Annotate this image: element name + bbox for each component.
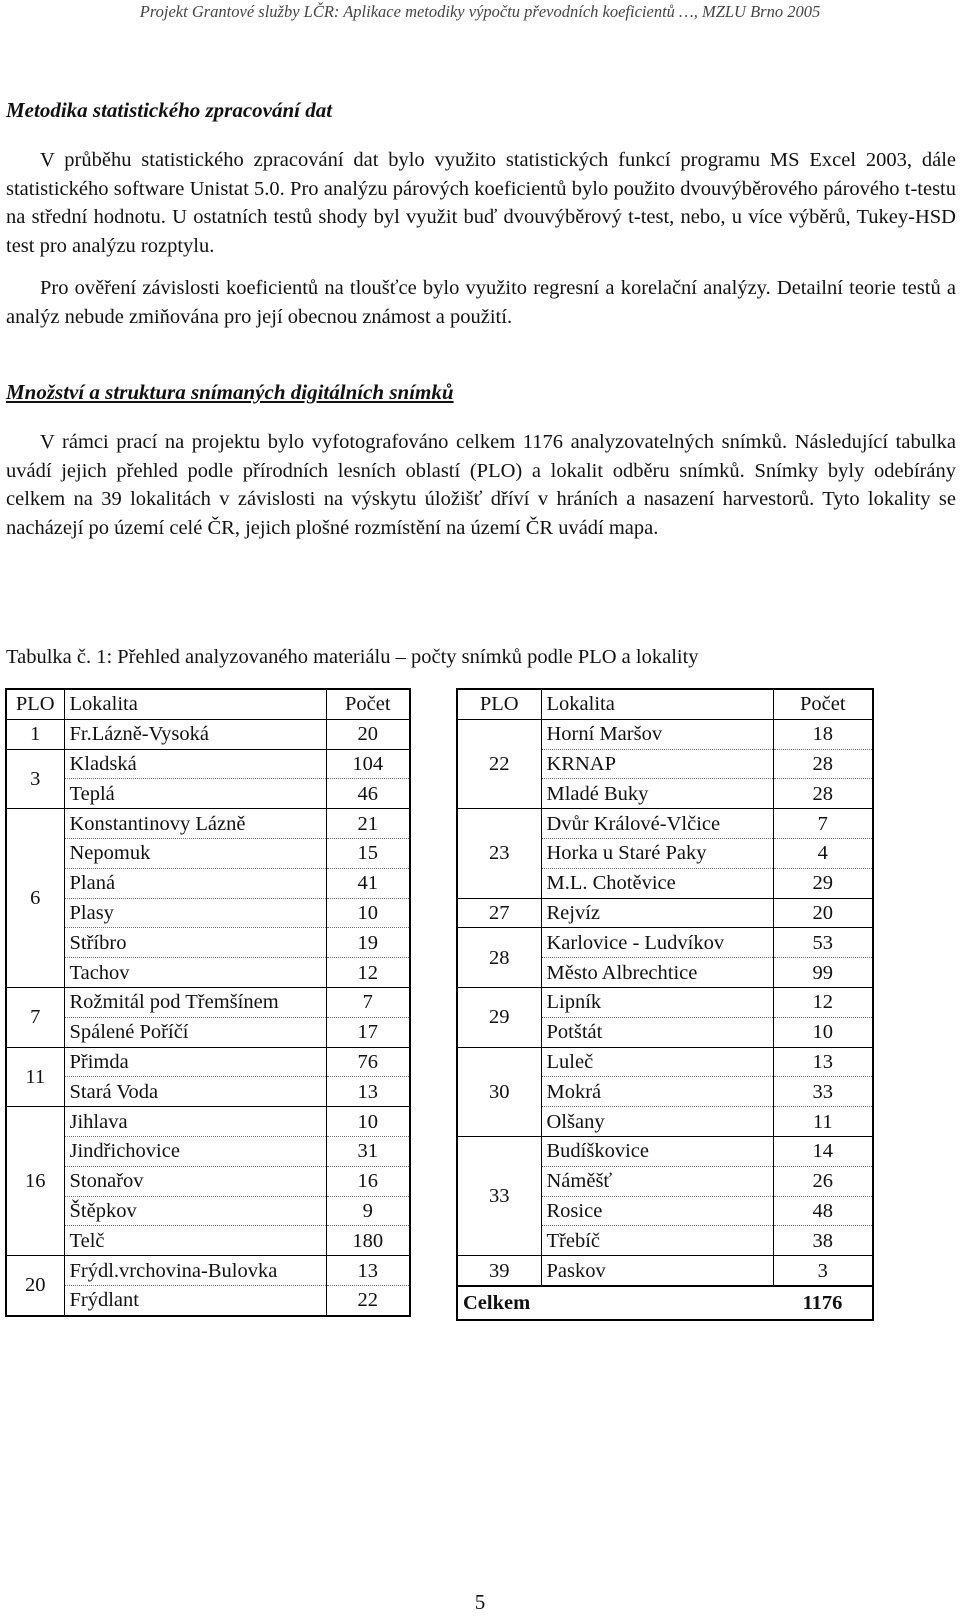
paragraph-text: Pro ověření závislosti koeficientů na tloušťce bylo využito regresní a korelační analýzy. Detailní teorie testů a analýz nebude zmiňována pro její obecnou známost a použití. bbox=[6, 277, 956, 328]
table-row bbox=[6, 928, 410, 958]
pocet-cell: 99 bbox=[773, 958, 873, 988]
plo-cell: 27 bbox=[457, 898, 541, 928]
total-value: 1176 bbox=[773, 1286, 873, 1320]
lokalita-cell: Mokrá bbox=[541, 1077, 773, 1107]
header-lokalita: Lokalita bbox=[541, 689, 773, 719]
plo-cell: 39 bbox=[457, 1256, 541, 1286]
table-caption: Tabulka č. 1: Přehled analyzovaného materiálu – počty snímků podle PLO a lokality bbox=[6, 646, 699, 668]
plo-cell: 20 bbox=[6, 1256, 64, 1316]
plo-cell: 30 bbox=[457, 1047, 541, 1136]
table-row bbox=[6, 779, 410, 809]
lokalita-cell: Frýdlant bbox=[64, 1285, 326, 1315]
lokalita-cell: Lipník bbox=[541, 987, 773, 1017]
pocet-cell: 20 bbox=[357, 723, 378, 746]
lokalita-cell: Kladská bbox=[64, 749, 326, 779]
plo-cell: 16 bbox=[6, 1107, 64, 1256]
paragraph bbox=[6, 146, 956, 260]
pocet-cell: 10 bbox=[326, 898, 410, 928]
plo-cell: 1 bbox=[6, 719, 64, 749]
table-row bbox=[457, 1047, 873, 1077]
lokalita-cell: Horní Maršov bbox=[541, 719, 773, 749]
lokalita-cell: Stříbro bbox=[64, 928, 326, 958]
table-row bbox=[6, 1017, 410, 1047]
table-row bbox=[457, 809, 873, 839]
table-row bbox=[6, 838, 410, 868]
plo-cell: 11 bbox=[6, 1047, 64, 1107]
lokalita-cell: Potštát bbox=[541, 1017, 773, 1047]
pocet-cell: 48 bbox=[773, 1196, 873, 1226]
table-row bbox=[6, 1077, 410, 1107]
lokalita-cell: Náměšť bbox=[541, 1166, 773, 1196]
pocet-cell: 53 bbox=[773, 928, 873, 958]
table-row bbox=[457, 1136, 873, 1166]
lokalita-cell: Rosice bbox=[541, 1196, 773, 1226]
table-row bbox=[6, 898, 410, 928]
lokalita-cell: Mladé Buky bbox=[541, 779, 773, 809]
total-row bbox=[457, 1286, 873, 1320]
pocet-cell: 33 bbox=[773, 1077, 873, 1107]
lokalita-cell: Telč bbox=[64, 1226, 326, 1256]
paragraph-text: V průběhu statistického zpracování dat bylo využito statistických funkcí programu MS Excel 2003, dále statistického software Unistat 5.0. Pro analýzu párových koeficientů bylo použito dvouvýběrového párového t-testu na střední hodnotu. U ostatních testů shody byl využit buď dvouvýběrový t-test, nebo, u více výběrů, Tukey-HSD test pro analýzu rozptylu. bbox=[6, 149, 956, 257]
table-row bbox=[6, 719, 410, 749]
table-row bbox=[457, 719, 873, 749]
plo-cell: 6 bbox=[6, 809, 64, 988]
lokalita-cell: Třebíč bbox=[541, 1226, 773, 1256]
lokalita-cell: Štěpkov bbox=[64, 1196, 326, 1226]
pocet-cell: 180 bbox=[326, 1226, 410, 1256]
lokalita-cell: Spálené Poříčí bbox=[64, 1017, 326, 1047]
pocet-cell: 13 bbox=[773, 1047, 873, 1077]
paragraph bbox=[6, 274, 956, 331]
lokalita-cell: Karlovice - Ludvíkov bbox=[541, 928, 773, 958]
table-right bbox=[456, 688, 874, 1321]
pocet-cell: 17 bbox=[326, 1017, 410, 1047]
table-row bbox=[6, 1285, 410, 1315]
lokalita-cell: Jihlava bbox=[64, 1107, 326, 1137]
header-lokalita: Lokalita bbox=[64, 689, 326, 719]
pocet-cell: 38 bbox=[773, 1226, 873, 1256]
pocet-cell: 4 bbox=[773, 838, 873, 868]
pocet-cell: 19 bbox=[326, 928, 410, 958]
table-row bbox=[6, 1256, 410, 1286]
pocet-cell: 46 bbox=[326, 779, 410, 809]
table-row bbox=[6, 1047, 410, 1077]
lokalita-cell: Dvůr Králové-Vlčice bbox=[541, 809, 773, 839]
table-row bbox=[457, 987, 873, 1017]
table-row bbox=[457, 1256, 873, 1286]
lokalita-cell: Fr.Lázně-Vysoká bbox=[64, 719, 326, 749]
lokalita-cell: Teplá bbox=[64, 779, 326, 809]
pocet-cell: 21 bbox=[326, 809, 410, 839]
plo-cell: 33 bbox=[457, 1136, 541, 1255]
lokalita-cell: Konstantinovy Lázně bbox=[64, 809, 326, 839]
pocet-cell: 10 bbox=[773, 1017, 873, 1047]
pocet-cell: 13 bbox=[326, 1077, 410, 1107]
table-row bbox=[6, 809, 410, 839]
pocet-cell: 7 bbox=[773, 809, 873, 839]
table-row bbox=[457, 928, 873, 958]
plo-cell: 23 bbox=[457, 809, 541, 898]
page-header: Projekt Grantové služby LČR: Aplikace metodiky výpočtu převodních koeficientů …, MZLU Brno 2005 bbox=[139, 2, 821, 21]
pocet-cell: 31 bbox=[326, 1136, 410, 1166]
lokalita-cell: M.L. Chotěvice bbox=[541, 868, 773, 898]
pocet-cell: 15 bbox=[326, 838, 410, 868]
pocet-cell: 14 bbox=[773, 1136, 873, 1166]
plo-cell: 7 bbox=[6, 987, 64, 1047]
pocet-cell: 11 bbox=[773, 1107, 873, 1137]
table-row bbox=[6, 1196, 410, 1226]
table-row bbox=[6, 868, 410, 898]
table-header-row bbox=[457, 689, 873, 719]
lokalita-cell: Paskov bbox=[541, 1256, 773, 1286]
lokalita-cell: Olšany bbox=[541, 1107, 773, 1137]
pocet-cell: 13 bbox=[326, 1256, 410, 1286]
plo-cell: 28 bbox=[457, 928, 541, 988]
pocet-cell: 10 bbox=[326, 1107, 410, 1137]
lokalita-cell: Rejvíz bbox=[541, 898, 773, 928]
header-pocet: Počet bbox=[773, 689, 873, 719]
header-pocet: Počet bbox=[326, 689, 410, 719]
pocet-cell: 28 bbox=[773, 749, 873, 779]
pocet-cell: 9 bbox=[326, 1196, 410, 1226]
plo-cell: 29 bbox=[457, 987, 541, 1047]
section-heading-images: Množství a struktura snímaných digitálních snímků bbox=[6, 380, 454, 404]
total-label: Celkem bbox=[457, 1286, 773, 1320]
lokalita-cell: Rožmitál pod Třemšínem bbox=[64, 987, 326, 1017]
lokalita-cell: Stará Voda bbox=[64, 1077, 326, 1107]
paragraph-text: V rámci prací na projektu bylo vyfotografováno celkem 1176 analyzovatelných snímků. Následující tabulka uvádí jejich přehled podle přírodních lesních oblastí (PLO) a lokalit odběru snímků. Snímky byly odebírány celkem na 39 lokalitách v závislosti na výskytu úložišť dříví v hráních a nasazení harvestorů. Tyto lokality se nacházejí po území celé ČR, jejich plošné rozmístění na území ČR uvádí mapa. bbox=[6, 431, 956, 539]
paragraph bbox=[6, 428, 956, 542]
lokalita-cell: Planá bbox=[64, 868, 326, 898]
header-plo: PLO bbox=[6, 689, 64, 719]
table-left bbox=[5, 688, 411, 1317]
lokalita-cell: Budíškovice bbox=[541, 1136, 773, 1166]
lokalita-cell: Jindřichovice bbox=[64, 1136, 326, 1166]
pocet-cell: 12 bbox=[326, 958, 410, 988]
table-row bbox=[6, 958, 410, 988]
lokalita-cell: Stonařov bbox=[64, 1166, 326, 1196]
pocet-cell: 28 bbox=[773, 779, 873, 809]
table-row bbox=[6, 749, 410, 779]
lokalita-cell: Město Albrechtice bbox=[541, 958, 773, 988]
table-row bbox=[6, 987, 410, 1017]
lokalita-cell: Luleč bbox=[541, 1047, 773, 1077]
lokalita-cell: Plasy bbox=[64, 898, 326, 928]
pocet-cell: 16 bbox=[326, 1166, 410, 1196]
table-row bbox=[6, 1226, 410, 1256]
lokalita-cell: KRNAP bbox=[541, 749, 773, 779]
pocet-cell: 12 bbox=[773, 987, 873, 1017]
pocet-cell: 41 bbox=[326, 868, 410, 898]
plo-cell: 22 bbox=[457, 719, 541, 808]
lokalita-cell: Frýdl.vrchovina-Bulovka bbox=[64, 1256, 326, 1286]
plo-cell: 3 bbox=[6, 749, 64, 809]
lokalita-cell: Nepomuk bbox=[64, 838, 326, 868]
pocet-cell: 76 bbox=[326, 1047, 410, 1077]
table-row bbox=[6, 1107, 410, 1137]
pocet-cell: 7 bbox=[326, 987, 410, 1017]
pocet-cell: 18 bbox=[812, 723, 833, 746]
pocet-cell: 26 bbox=[773, 1166, 873, 1196]
pocet-cell: 22 bbox=[326, 1285, 410, 1315]
table-row bbox=[6, 1166, 410, 1196]
pocet-cell: 3 bbox=[773, 1256, 873, 1286]
table-header-row bbox=[6, 689, 410, 719]
pocet-cell: 104 bbox=[326, 749, 410, 779]
pocet-cell: 20 bbox=[773, 898, 873, 928]
section-heading-methodology: Metodika statistického zpracování dat bbox=[6, 98, 333, 122]
table-row bbox=[457, 898, 873, 928]
table-row bbox=[6, 1136, 410, 1166]
lokalita-cell: Přimda bbox=[64, 1047, 326, 1077]
header-plo: PLO bbox=[457, 689, 541, 719]
lokalita-cell: Tachov bbox=[64, 958, 326, 988]
page-number: 5 bbox=[474, 1590, 486, 1614]
pocet-cell: 29 bbox=[773, 868, 873, 898]
lokalita-cell: Horka u Staré Paky bbox=[541, 838, 773, 868]
